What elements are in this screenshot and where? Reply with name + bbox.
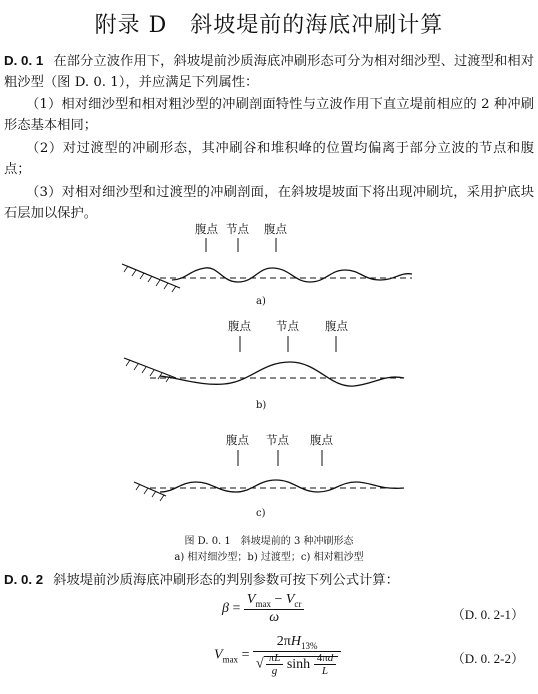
equation-vmax: $V_{max}$ = $2\pi H_{13\%}$ √ $\frac{\pi L}{g}$ sinh $\frac{4\pi d}{L}$: [214, 634, 341, 677]
list-item: （2）对过渡型的冲刷形态，其冲刷谷和堆积峰的位置均偏离于部分立波的节点和腹点；: [4, 141, 534, 177]
clause-text: 在部分立波作用下，斜坡堤前沙质海底冲刷形态可分为相对细沙型、过渡型和相对粗沙型（图 D. 0. 1），并应满足下列属性：: [4, 54, 535, 90]
antinode-label: 腹点: [325, 319, 348, 333]
node-label: 节点: [226, 222, 249, 236]
panel-label: a): [256, 296, 266, 307]
node-label: 节点: [266, 433, 289, 447]
figure-caption: 图 D. 0. 1 斜坡堤前的 3 种冲刷形态: [184, 536, 354, 547]
figure-panel-a: [0, 220, 538, 310]
equation-beta: β = $\frac{V_{max} - V_{cr}}{\omega}$: [222, 592, 304, 626]
figure-subcaption: a) 相对细沙型；b) 过渡型；c) 相对粗沙型: [174, 552, 364, 563]
clause-label: D. 0. 2: [4, 572, 44, 587]
figure-panel-b: [0, 316, 538, 416]
panel-label: c): [256, 508, 266, 519]
panel-label: b): [256, 400, 267, 411]
list-item: （1）相对细沙型和相对粗沙型的冲刷剖面特性与立波作用下直立堤前相应的 2 种冲刷形态基本相同；: [4, 97, 534, 133]
clause-d01: [4, 50, 534, 93]
clause-d02: [4, 569, 534, 591]
antinode-label: 腹点: [195, 222, 218, 236]
figure-panel-c: [0, 430, 538, 522]
clause-label: D. 0. 1: [4, 53, 44, 68]
antinode-label: 腹点: [228, 319, 251, 333]
list-item: （3）对相对细沙型和过渡型的冲刷剖面，在斜坡堤坡面下将出现冲刷坑，采用护底块石层加以保护。: [4, 185, 534, 221]
equation-number: （D. 0. 2-2）: [451, 651, 524, 666]
antinode-label: 腹点: [264, 222, 287, 236]
equation-number: （D. 0. 2-1）: [451, 607, 524, 622]
page-title: 附录 D 斜坡堤前的海底冲刷计算: [94, 13, 444, 38]
node-label: 节点: [276, 319, 299, 333]
antinode-label: 腹点: [226, 433, 249, 447]
antinode-label: 腹点: [310, 433, 333, 447]
clause-text: 斜坡堤前沙质海底冲刷形态的判别参数可按下列公式计算：: [53, 573, 399, 588]
